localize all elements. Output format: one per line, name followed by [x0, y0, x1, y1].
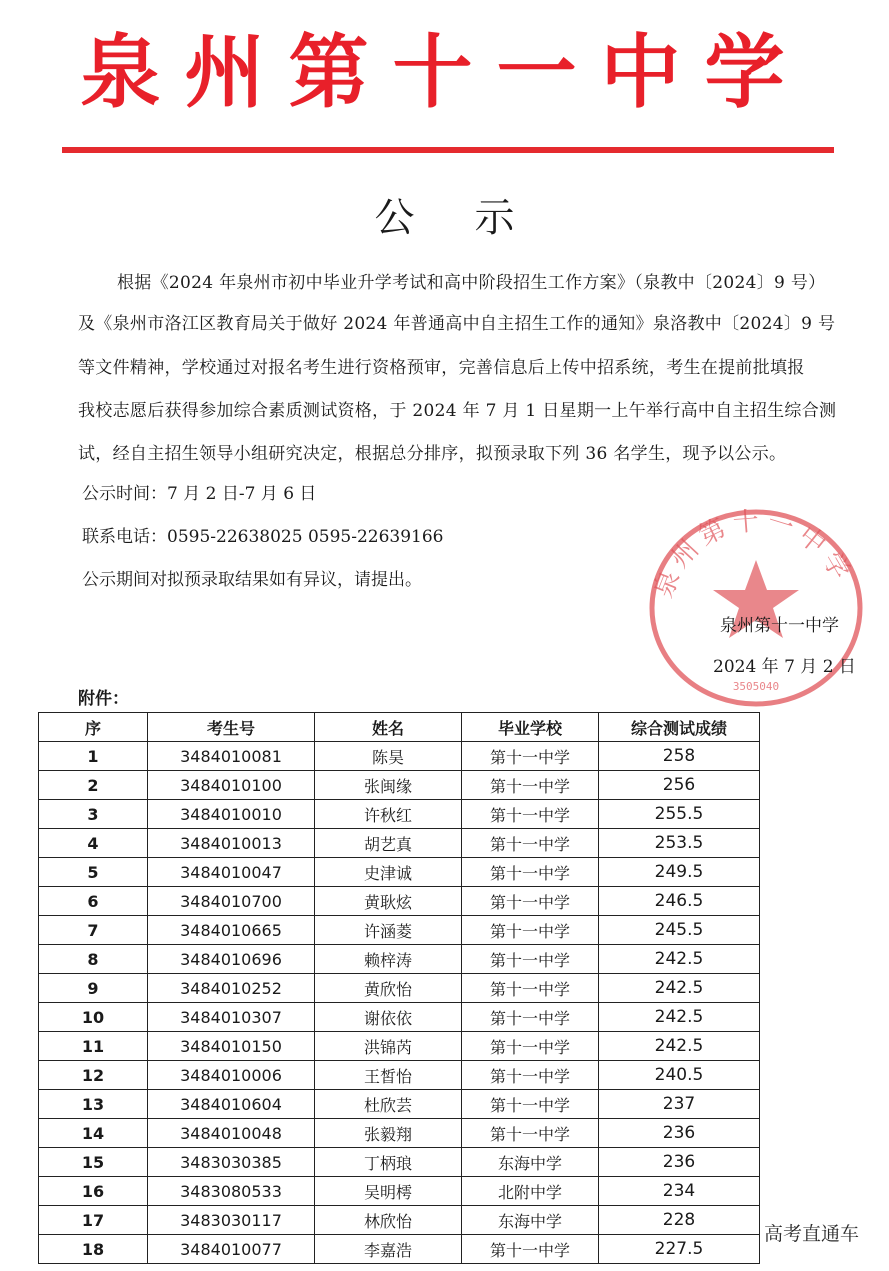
cell-name: 黄欣怡: [315, 974, 462, 1003]
table-row: [39, 1177, 760, 1206]
table-row: [39, 1148, 760, 1177]
cell-score: 227.5: [599, 1235, 760, 1264]
cell-school: 第十一中学: [462, 916, 599, 945]
table-row: [39, 916, 760, 945]
cell-name: 李嘉浩: [315, 1235, 462, 1264]
cell-school: 第十一中学: [462, 829, 599, 858]
table-row: [39, 1061, 760, 1090]
table-row: [39, 1032, 760, 1061]
table-row: [39, 1206, 760, 1235]
cell-name: 吴明樗: [315, 1177, 462, 1206]
cell-score: 253.5: [599, 829, 760, 858]
table-row: [39, 945, 760, 974]
cell-score: 242.5: [599, 1003, 760, 1032]
column-header-score: 综合测试成绩: [599, 713, 760, 742]
cell-school: 第十一中学: [462, 1003, 599, 1032]
cell-name: 陈昊: [315, 742, 462, 771]
cell-rank: 9: [39, 974, 148, 1003]
table-body: [39, 742, 760, 1264]
cell-name: 丁柄琅: [315, 1148, 462, 1177]
cell-school: 第十一中学: [462, 945, 599, 974]
cell-rank: 16: [39, 1177, 148, 1206]
cell-exam-number: 3484010100: [148, 771, 315, 800]
cell-school: 第十一中学: [462, 742, 599, 771]
cell-name: 胡艺真: [315, 829, 462, 858]
cell-name: 许秋红: [315, 800, 462, 829]
cell-score: 236: [599, 1119, 760, 1148]
cell-name: 洪锦芮: [315, 1032, 462, 1061]
cell-school: 第十一中学: [462, 1119, 599, 1148]
cell-school: 东海中学: [462, 1148, 599, 1177]
cell-exam-number: 3484010081: [148, 742, 315, 771]
cell-exam-number: 3483030385: [148, 1148, 315, 1177]
cell-name: 史津诚: [315, 858, 462, 887]
table-row: [39, 858, 760, 887]
cell-rank: 13: [39, 1090, 148, 1119]
cell-exam-number: 3483030117: [148, 1206, 315, 1235]
notice-period: 公示时间：7 月 2 日-7 月 6 日: [82, 484, 317, 504]
cell-exam-number: 3484010077: [148, 1235, 315, 1264]
cell-score: 237: [599, 1090, 760, 1119]
objection-note: 公示期间对拟预录取结果如有异议，请提出。: [82, 570, 422, 590]
cell-school: 第十一中学: [462, 974, 599, 1003]
table-row: [39, 829, 760, 858]
cell-rank: 3: [39, 800, 148, 829]
cell-exam-number: 3484010013: [148, 829, 315, 858]
seal-arc-text: 泉州第十一中学: [648, 506, 859, 602]
paragraph-line: 等文件精神，学校通过对报名考生进行资格预审，完善信息后上传中招系统，考生在提前批填报: [78, 358, 805, 378]
cell-school: 第十一中学: [462, 858, 599, 887]
column-header-name: 姓名: [315, 713, 462, 742]
cell-exam-number: 3484010696: [148, 945, 315, 974]
cell-rank: 10: [39, 1003, 148, 1032]
school-name-header: 泉州第十一中学: [80, 25, 809, 119]
cell-name: 许涵菱: [315, 916, 462, 945]
cell-exam-number: 3484010665: [148, 916, 315, 945]
table-row: [39, 1090, 760, 1119]
cell-name: 林欣怡: [315, 1206, 462, 1235]
cell-exam-number: 3484010047: [148, 858, 315, 887]
cell-exam-number: 3484010010: [148, 800, 315, 829]
cell-exam-number: 3484010150: [148, 1032, 315, 1061]
table-row: [39, 1235, 760, 1264]
column-header-rank: 序: [39, 713, 148, 742]
cell-exam-number: 3483080533: [148, 1177, 315, 1206]
cell-exam-number: 3484010307: [148, 1003, 315, 1032]
cell-rank: 11: [39, 1032, 148, 1061]
cell-score: 242.5: [599, 1032, 760, 1061]
table-row: [39, 742, 760, 771]
watermark-text: 高考直通车: [764, 1219, 859, 1246]
cell-exam-number: 3484010006: [148, 1061, 315, 1090]
cell-school: 第十一中学: [462, 1061, 599, 1090]
attachment-label: 附件：: [78, 689, 129, 709]
column-header-exam-number: 考生号: [148, 713, 315, 742]
cell-score: 240.5: [599, 1061, 760, 1090]
paragraph-line: 根据《2024 年泉州市初中毕业升学考试和高中阶段招生工作方案》（泉教中〔2024〕9 号）: [117, 273, 826, 293]
cell-rank: 14: [39, 1119, 148, 1148]
header-red-rule: [62, 147, 834, 153]
cell-rank: 18: [39, 1235, 148, 1264]
paragraph-line: 我校志愿后获得参加综合素质测试资格，于 2024 年 7 月 1 日星期一上午举行高中自主招生综合测: [78, 401, 837, 421]
cell-score: 249.5: [599, 858, 760, 887]
table-row: [39, 974, 760, 1003]
cell-name: 张毅翔: [315, 1119, 462, 1148]
paragraph-line: 及《泉州市洛江区教育局关于做好 2024 年普通高中自主招生工作的通知》泉洛教中〔2024〕9 号: [78, 314, 836, 334]
cell-rank: 5: [39, 858, 148, 887]
cell-school: 第十一中学: [462, 800, 599, 829]
cell-rank: 12: [39, 1061, 148, 1090]
cell-rank: 7: [39, 916, 148, 945]
table-header-row: [39, 713, 760, 742]
cell-rank: 6: [39, 887, 148, 916]
cell-rank: 8: [39, 945, 148, 974]
admission-score-table: [38, 712, 760, 1264]
cell-score: 242.5: [599, 945, 760, 974]
cell-score: 256: [599, 771, 760, 800]
cell-name: 杜欣芸: [315, 1090, 462, 1119]
cell-score: 242.5: [599, 974, 760, 1003]
table-row: [39, 1119, 760, 1148]
paragraph-line: 试，经自主招生领导小组研究决定，根据总分排序，拟预录取下列 36 名学生，现予以公示。: [78, 444, 787, 464]
table-row: [39, 887, 760, 916]
cell-exam-number: 3484010048: [148, 1119, 315, 1148]
table-row: [39, 800, 760, 829]
cell-school: 东海中学: [462, 1206, 599, 1235]
cell-rank: 2: [39, 771, 148, 800]
cell-name: 赖梓涛: [315, 945, 462, 974]
cell-school: 第十一中学: [462, 771, 599, 800]
table-row: [39, 1003, 760, 1032]
cell-school: 第十一中学: [462, 1090, 599, 1119]
cell-rank: 15: [39, 1148, 148, 1177]
cell-score: 228: [599, 1206, 760, 1235]
cell-score: 236: [599, 1148, 760, 1177]
cell-score: 234: [599, 1177, 760, 1206]
cell-school: 第十一中学: [462, 887, 599, 916]
signature-date: 2024 年 7 月 2 日: [713, 657, 856, 677]
cell-exam-number: 3484010700: [148, 887, 315, 916]
cell-name: 谢依依: [315, 1003, 462, 1032]
seal-code: 3505040: [732, 680, 780, 693]
cell-exam-number: 3484010604: [148, 1090, 315, 1119]
notice-title: 公示: [374, 195, 575, 241]
cell-name: 张闽缘: [315, 771, 462, 800]
signature-org: 泉州第十一中学: [720, 616, 839, 636]
cell-name: 王皙怡: [315, 1061, 462, 1090]
cell-score: 258: [599, 742, 760, 771]
cell-name: 黄耿炫: [315, 887, 462, 916]
cell-school: 第十一中学: [462, 1032, 599, 1061]
cell-rank: 1: [39, 742, 148, 771]
cell-rank: 4: [39, 829, 148, 858]
cell-score: 245.5: [599, 916, 760, 945]
cell-score: 255.5: [599, 800, 760, 829]
cell-score: 246.5: [599, 887, 760, 916]
contact-phone: 联系电话：0595-22638025 0595-22639166: [82, 527, 444, 547]
table-row: [39, 771, 760, 800]
column-header-school: 毕业学校: [462, 713, 599, 742]
cell-school: 第十一中学: [462, 1235, 599, 1264]
cell-exam-number: 3484010252: [148, 974, 315, 1003]
cell-school: 北附中学: [462, 1177, 599, 1206]
cell-rank: 17: [39, 1206, 148, 1235]
